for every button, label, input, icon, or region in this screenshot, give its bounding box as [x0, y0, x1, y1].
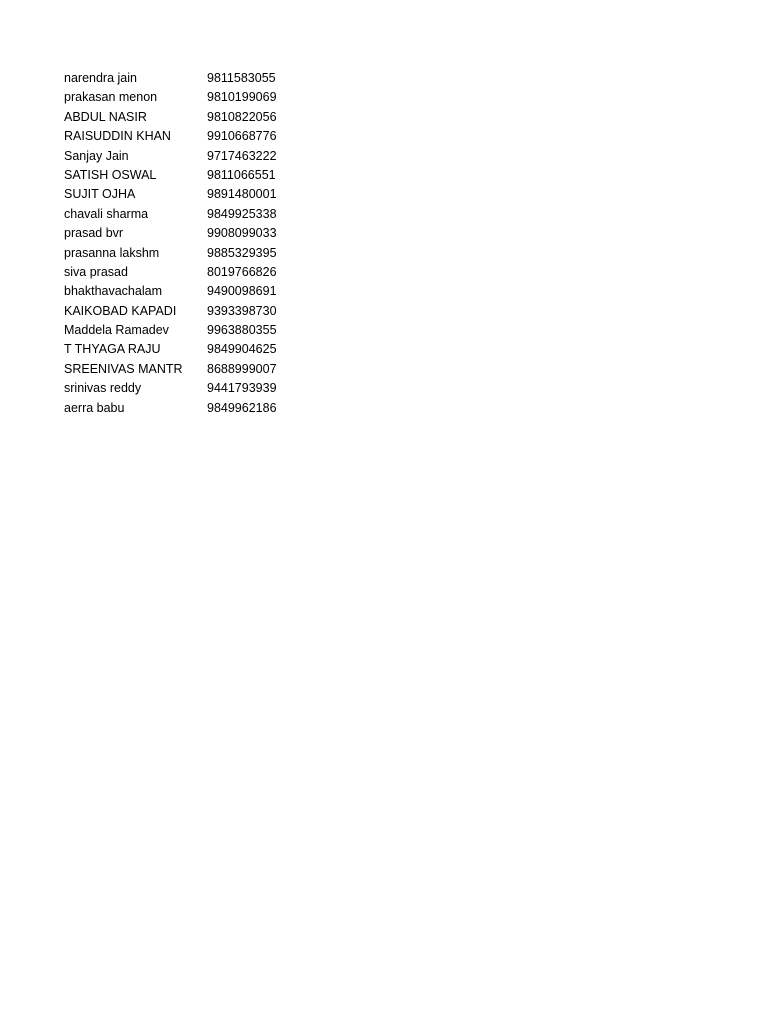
contact-list [64, 69, 304, 418]
contact-name: prakasan menon [64, 90, 158, 105]
contact-row [64, 282, 304, 301]
contact-name: chavali sharma [64, 206, 149, 221]
contact-row [64, 263, 304, 282]
contact-phone: 9963880355 [207, 323, 277, 338]
contact-row [64, 185, 304, 204]
contact-name: aerra babu [64, 400, 125, 415]
contact-phone: 9908099033 [207, 226, 277, 241]
contact-phone: 9811066551 [207, 167, 276, 182]
contact-name: RAISUDDIN KHAN [64, 129, 171, 144]
contact-row [64, 360, 304, 379]
contact-phone: 9885329395 [207, 245, 277, 260]
contact-name: SUJIT OJHA [64, 187, 136, 202]
contact-row [64, 108, 304, 127]
contact-row [64, 321, 304, 340]
contact-name: T THYAGA RAJU [64, 342, 161, 357]
contact-phone: 9891480001 [207, 187, 277, 202]
contact-name: siva prasad [64, 264, 128, 279]
contact-name: SATISH OSWAL [64, 167, 157, 182]
contact-row [64, 379, 304, 398]
contact-row [64, 302, 304, 321]
contact-phone: 8019766826 [207, 264, 277, 279]
contact-phone: 9441793939 [207, 381, 277, 396]
contact-phone: 9849925338 [207, 206, 277, 221]
contact-row [64, 147, 304, 166]
contact-row [64, 205, 304, 224]
contact-name: KAIKOBAD KAPADI [64, 303, 177, 318]
contact-phone: 9810822056 [207, 109, 277, 124]
contact-phone: 9849962186 [207, 400, 277, 415]
contact-name: ABDUL NASIR [64, 109, 147, 124]
contact-name: prasad bvr [64, 226, 124, 241]
contact-name: prasanna lakshm [64, 245, 160, 260]
contact-row [64, 244, 304, 263]
contact-row [64, 88, 304, 107]
contact-row [64, 224, 304, 243]
contact-name: SREENIVAS MANTR [64, 361, 183, 376]
contact-phone: 9490098691 [207, 284, 277, 299]
contact-row [64, 166, 304, 185]
contact-row [64, 399, 304, 418]
contact-phone: 9717463222 [207, 148, 277, 163]
contact-name: bhakthavachalam [64, 284, 162, 299]
contact-phone: 9393398730 [207, 303, 277, 318]
contact-phone: 9811583055 [207, 71, 276, 85]
contact-name: Maddela Ramadev [64, 323, 169, 338]
contact-name: Sanjay Jain [64, 148, 129, 163]
contact-row [64, 340, 304, 359]
contact-row [64, 127, 304, 146]
contact-phone: 9910668776 [207, 129, 277, 144]
contact-name: srinivas reddy [64, 381, 142, 396]
contact-phone: 9810199069 [207, 90, 277, 105]
contact-phone: 9849904625 [207, 342, 277, 357]
contact-phone: 8688999007 [207, 361, 277, 376]
contact-row [64, 69, 304, 88]
contact-name: narendra jain [64, 71, 137, 85]
